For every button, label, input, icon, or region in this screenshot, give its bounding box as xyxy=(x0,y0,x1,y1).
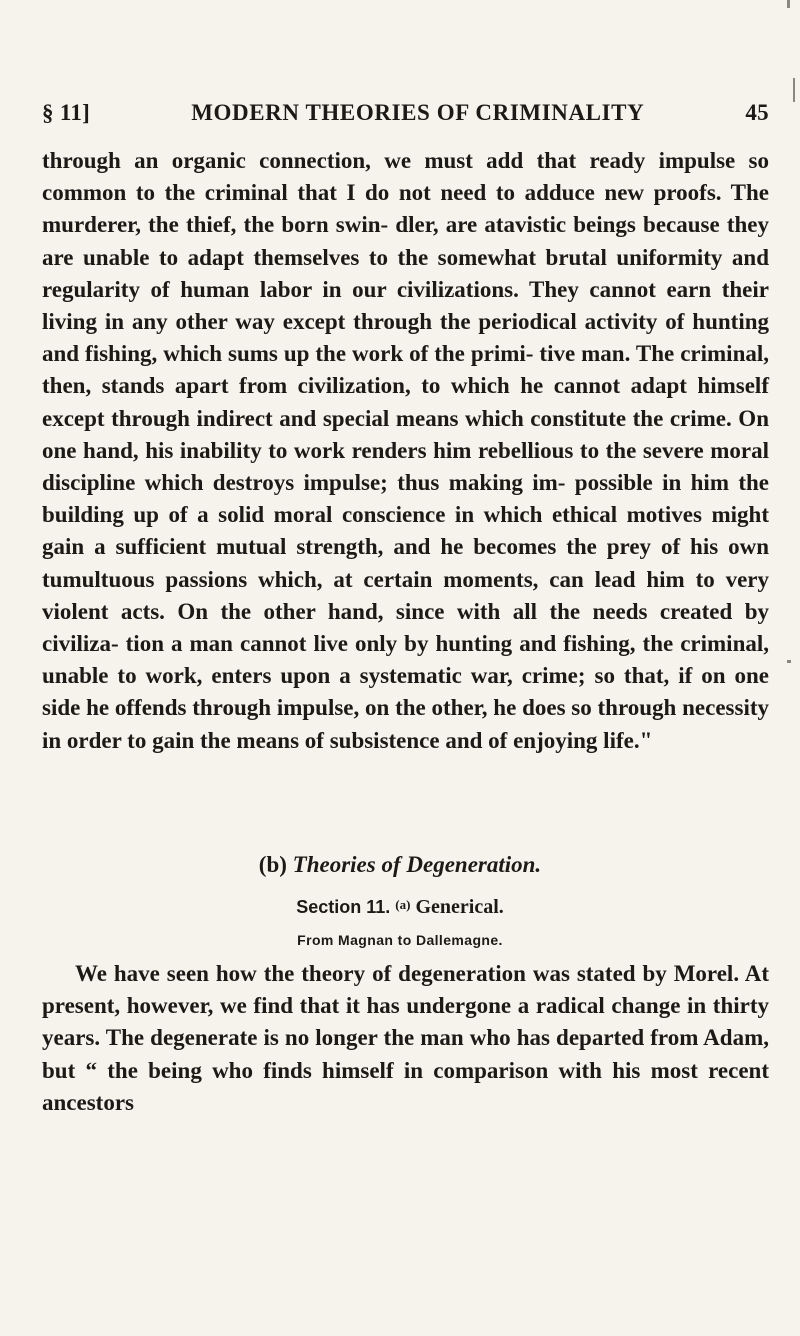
sub-heading-section-label: Section 11. xyxy=(296,897,391,917)
margin-speck-top xyxy=(787,0,790,8)
paragraph-continuation: through an organic connection, we must add that ready impulse so common to the criminal that I do not need to adduce new proofs. The murderer, the thief, the born swin- dler, are atavistic beings because they are unable to adapt themselves to the somewhat brutal uniformity and regularity of human labor in our civilizations. They cannot earn their living in any other way except through the periodical activity of hunting and fishing, which sums up the work of the primi- tive man. The criminal, then, stands apart from civilization, to which he cannot adapt himself except through indirect and special means which constitute the crime. On one hand, his inability to work renders him rebellious to the severe moral discipline which destroys impulse; thus making im- possible in him the building up of a solid moral conscience in which ethical motives might gain a sufficient mutual strength, and he becomes the prey of his own tumultuous passions which, at certain moments, can lead him to very violent acts. On the other hand, since with all the needs created by civiliza- tion a man cannot live only by hunting and fishing, the criminal, unable to work, enters upon a systematic war, crime; so that, if on one side he offends through impulse, on the other, he does so through necessity in order to gain the means of subsistence and of enjoying life." xyxy=(42,148,769,753)
attribution-line: From Magnan to Dallemagne. xyxy=(297,932,503,948)
section-reference: § 11] xyxy=(42,100,91,125)
margin-speck-mid xyxy=(787,660,791,663)
paragraph-closing: We have seen how the theory of degeneration was stated by Morel. At present, however, we find that it has undergone a radical change in thirty years. The degenerate is no longer the man who has departed from Adam, but “ the being who finds himself in comparison with his most recent ancestors xyxy=(42,961,769,1115)
section-heading-label: (b) xyxy=(258,852,287,877)
sub-heading-title: Generical. xyxy=(415,896,504,918)
running-head xyxy=(42,100,769,126)
sub-heading-mark: (a) xyxy=(395,897,411,912)
section-heading-title: Theories of Degeneration. xyxy=(292,852,542,877)
margin-speck-right xyxy=(793,78,795,102)
body-text-closing xyxy=(42,958,769,1119)
running-head-title: MODERN THEORIES OF CRIMINALITY xyxy=(191,100,645,125)
sub-heading xyxy=(0,896,800,919)
page-number: 45 xyxy=(745,100,769,125)
section-heading xyxy=(0,852,800,878)
body-text xyxy=(42,145,769,757)
